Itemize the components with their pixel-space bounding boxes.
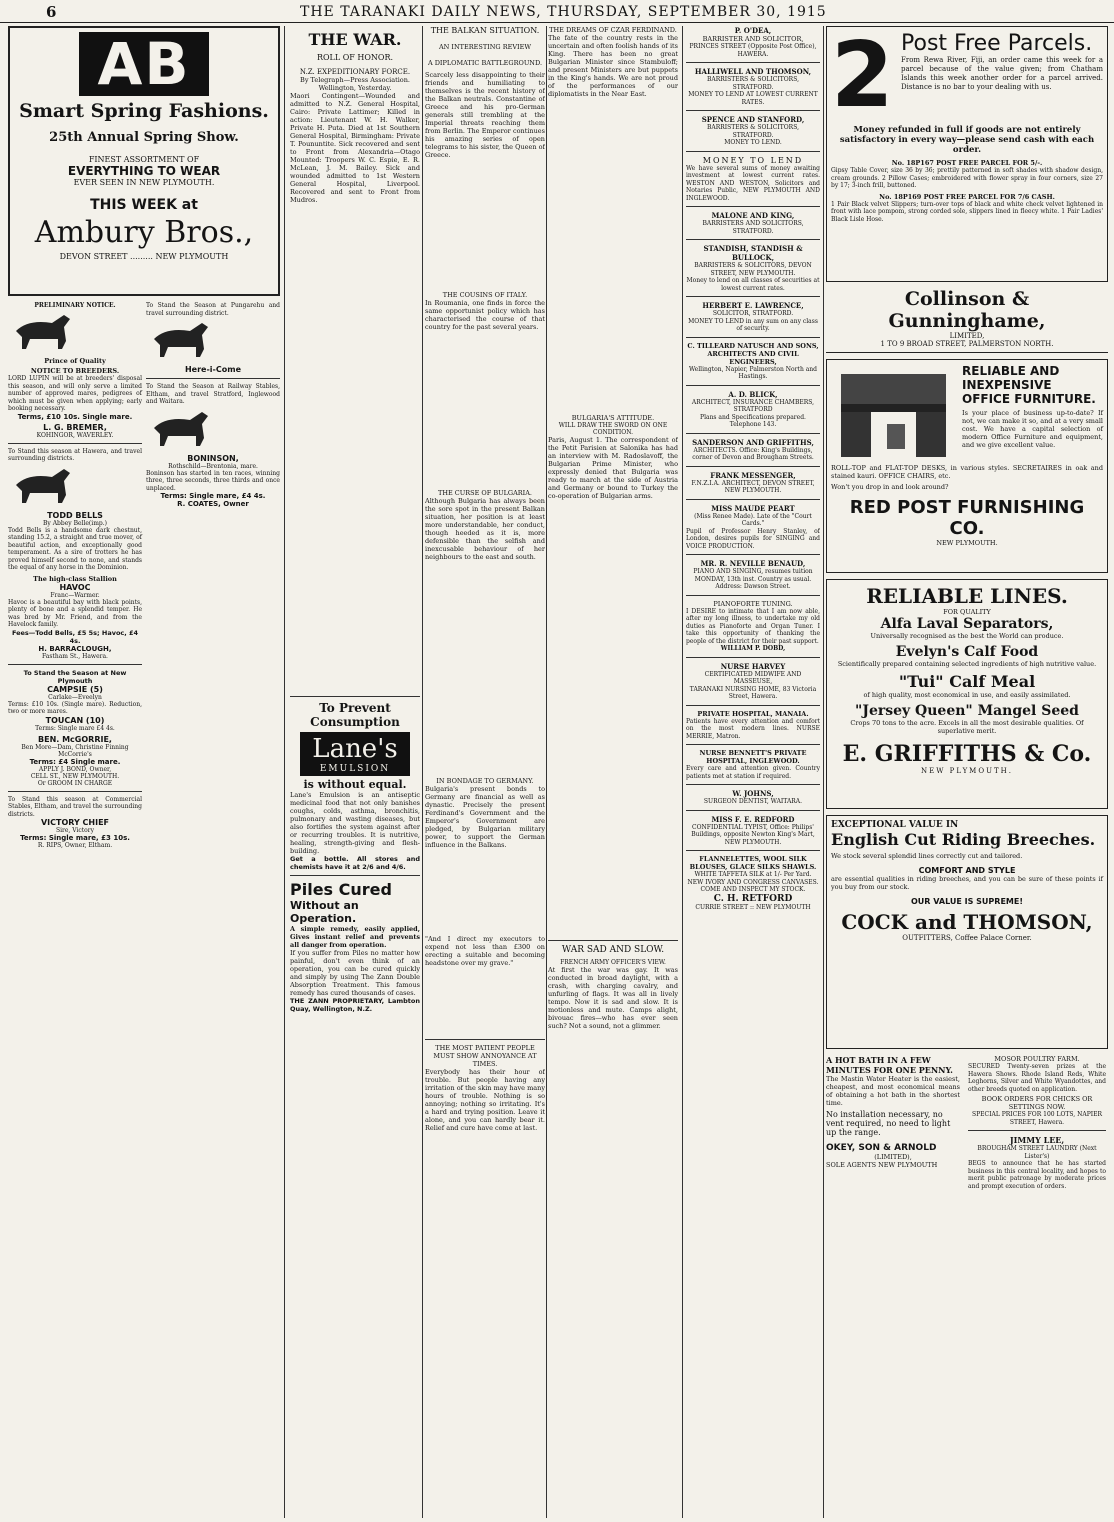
blick-name: A. D. BLICK, xyxy=(728,389,778,399)
herbert-name: HERBERT E. LAWRENCE, xyxy=(702,301,804,310)
parcel-2-body: 1 Pair Black velvet Slippers; turn-over tops of black and white check velvet lightened in front with lace pompom, strong corded sole, slippers lined in fleecy white. 1 Pair Ladies' Black Lisle Hose. xyxy=(831,200,1103,223)
poultry-ad xyxy=(968,1055,1106,1190)
bath-maker: OKEY, SON & ARNOLD xyxy=(826,1143,937,1153)
italy-title: THE COUSINS OF ITALY. xyxy=(442,291,528,299)
johns-name: W. JOHNS, xyxy=(732,789,774,798)
ab-line2: EVERYTHING TO WEAR xyxy=(67,164,221,178)
germany-body: Bulgaria's present bonds to Germany are financial as well as dynastic. Precisely the present Ferdinand's Government and the Emperor's Government are pledged, by Bulgarian military power, to support the German influence in the Balkans. xyxy=(425,785,545,849)
ab-show: 25th Annual Spring Show. xyxy=(49,130,239,145)
owner-2: R. COATES, Owner xyxy=(177,500,249,508)
collinson-address: 1 TO 9 BROAD STREET, PALMERSTON NORTH. xyxy=(880,340,1054,348)
page-number: 6 xyxy=(46,3,57,21)
poultry-title: MOSOR POULTRY FARM. xyxy=(994,1055,1080,1063)
season-1: To Stand the Season at Pungarehu and travel surrounding district. xyxy=(146,302,280,317)
owner-4: R. RIPS, Owner, Eltham. xyxy=(37,842,113,849)
breeches-body: We stock several splendid lines correctly cut and tailored. xyxy=(831,852,1023,860)
halliwell-role: BARRISTERS & SOLICITORS, STRATFORD. xyxy=(706,76,799,91)
benaud-address: Address: Dawson Street. xyxy=(715,583,791,590)
column-rule xyxy=(422,26,423,1518)
piano-title: PIANOFORTE TUNING. xyxy=(713,599,793,608)
lanes-slogan: is without equal. xyxy=(303,778,407,791)
war-sad-sub: FRENCH ARMY OFFICER'S VIEW. xyxy=(560,959,666,966)
toucan-name: TOUCAN (10) xyxy=(45,715,105,725)
column-rule xyxy=(823,26,824,1518)
column-3 xyxy=(425,26,545,1518)
bulgaria-sub: WILL DRAW THE SWORD ON ONE CONDITION. xyxy=(558,422,668,436)
ab-week: THIS WEEK at xyxy=(90,197,198,213)
red-post-place: NEW PLYMOUTH. xyxy=(936,539,998,547)
newspaper-title: THE TARANAKI DAILY NEWS, THURSDAY, SEPTEMBER 30, 1915 xyxy=(300,4,827,20)
bennett-name: NURSE BENNETT'S PRIVATE HOSPITAL, INGLEWOOD. xyxy=(699,749,807,765)
money-body: We have several sums of money awaiting investment at lowest current rates. WESTON AND WESTON, Solicitors and Notaries Public, NEW PLYMOUTH AND INGLEWOOD. xyxy=(686,164,820,202)
parcel-2: No. 18P169 POST FREE PARCEL FOR 7/6 CASH. xyxy=(879,192,1055,201)
campsie-sub: Carlake—Eveelyn xyxy=(48,693,102,701)
big-two: 2 xyxy=(831,26,894,128)
benaud-role: PIANO AND SINGING, resumes tuition MONDAY, 13th inst. Country as usual. xyxy=(693,568,813,583)
halliwell-lend: MONEY TO LEND AT LOWEST CURRENT RATES. xyxy=(688,91,818,106)
furniture-call: Won't you drop in and look around? xyxy=(831,483,949,491)
odea-name: P. O'DEA, xyxy=(734,26,772,35)
havoc-fees: Fees—Todd Bells, £5 5s; Havoc, £4 4s. xyxy=(11,628,139,645)
herbert-note: MONEY TO LEND in any sum on any class of security. xyxy=(688,317,818,332)
malone-role: BARRISTERS AND SOLICITORS, STRATFORD. xyxy=(702,220,804,235)
poultry-body: SECURED Twenty-seven prizes at the Hawera Shows. Rhode Island Reds, White Leghorns, Silver and White Wyandottes, and other breeds quoted on application. xyxy=(968,1063,1106,1093)
furniture-desks: ROLL-TOP and FLAT-TOP DESKS, in various styles. SECRETAIRES in oak and stained kauri. OFFICE CHAIRS, etc. xyxy=(831,464,1103,480)
havoc-body: Havoc is a beautiful bay with black points, plenty of bone and a splendid temper. He was bred by Mr. Friend, and from the Havelock family. xyxy=(8,598,142,628)
patient-body: Everybody has their hour of trouble. But people having any irritation of the skin may have many hours of trouble. Nothing is so annoying; nothing so irritating. It's a hard and trying position. Leave it alone, and you can hardly bear it. Relief and cure have come at last. xyxy=(425,1068,545,1132)
lanes-brand-2: EMULSION xyxy=(319,764,391,774)
boninson-body: Boninson has started in ten races, winning three, three seconds, three thirds and once unplaced. xyxy=(146,469,280,492)
evelyn-sub: Scientifically prepared containing selected ingredients of high nutritive value. xyxy=(837,660,1097,668)
peart-role: (Miss Renee Made). Late of the "Court Cards." xyxy=(694,512,812,527)
todd-title: TODD BELLS xyxy=(47,510,103,520)
manaia-hospital: PRIVATE HOSPITAL, MANAIA. xyxy=(697,709,809,718)
furniture-body: Is your place of business up-to-date? If not, we can make it so, and at a very small cost. We have a capital selection of modern Office Furniture and equipment, and we give excellent value. xyxy=(962,409,1103,449)
johns-role: SURGEON DENTIST, WAITARA. xyxy=(703,798,803,805)
piano-body: I DESIRE to intimate that I am now able, after my long illness, to undertake my old duties as Pianoforte and Organ Tuner. I take this opportunity of thanking the people of the district for their past support. xyxy=(686,607,820,645)
poultry-price: SPECIAL PRICES FOR 100 LOTS, NAPIER STREET, Hawera. xyxy=(972,1111,1102,1126)
roll-body: Maori Contingent—Wounded and admitted to N.Z. General Hospital, Cairo: Private Lattimer; Killed in action: Lieutenant W. H. Walker, Private H. Puta. Died at 1st Southern General Hospital, Birmingham: Private T. Poununtite. Sick recovered and sent to Front from Alexandria—Otago Mounted: Troopers W. C. Espie, E. R. McLean, J. M. Bailey. Sick and wounded admitted to 1st Western General Hospital, Liverpool. Recovered and sent to Front from Mudros. xyxy=(290,92,420,204)
parcels-body: From Rewa River, Fiji, an order came this week for a parcel because of the value given; from Chatham Islands this week another order for a parcel arrived. Distance is no bar to your dealing with us. xyxy=(901,56,1103,91)
terms-2: Terms: Single mare, £4 4s. xyxy=(160,492,266,500)
curse-body: Although Bulgaria has always been the sore spot in the present Balkan situation, her position is at least more understandable, her conduct, though heeded as it is, more defensible than the selfish and inexcusable behaviour of her neighbours to the east and south. xyxy=(425,497,545,561)
havoc-title: The high-class Stallion xyxy=(33,574,117,583)
messenger-role: F.N.Z.I.A. ARCHITECT, DEVON STREET, NEW PLYMOUTH. xyxy=(691,479,815,494)
furniture-title: RELIABLE AND INEXPENSIVE OFFICE FURNITURE. xyxy=(962,364,1096,406)
standish-name: STANDISH, STANDISH & BULLOCK, xyxy=(703,244,803,262)
column-1 xyxy=(8,26,280,1518)
boninson-sub: Rothschild—Brentonia, mare. xyxy=(168,462,258,470)
italy-body: In Roumania, one finds in force the same opportunist policy which has characterised the course of that country for the past several years. xyxy=(425,299,545,331)
havoc-sub: Franc—Warmer. xyxy=(50,591,100,599)
money-title: MONEY TO LEND xyxy=(702,155,804,165)
parcels-ad xyxy=(826,26,1108,282)
masthead xyxy=(0,0,1114,23)
harvey-role: CERTIFICATED MIDWIFE AND MASSEUSE, xyxy=(704,670,802,685)
griffiths-place: NEW PLYMOUTH. xyxy=(921,767,1013,775)
retford-address: CURRIE STREET :: NEW PLYMOUTH xyxy=(695,903,811,911)
horse-illustration xyxy=(8,463,78,507)
desk-illustration xyxy=(831,364,956,464)
campsie-terms: Terms: £10 10s. (Single mare). Reduction, two or more mares. xyxy=(8,700,142,715)
ambury-ad xyxy=(8,26,280,296)
campsie-intro: To Stand the Season at New Plymouth xyxy=(23,668,127,685)
lanes-title: To Prevent Consumption xyxy=(310,701,400,729)
bath-agents: SOLE AGENTS NEW PLYMOUTH xyxy=(826,1161,938,1169)
owner-1: L. G. BREMER, xyxy=(43,422,107,432)
curse-title: THE CURSE OF BULGARIA. xyxy=(437,489,532,497)
balkan-title: THE BALKAN SITUATION. xyxy=(430,26,540,35)
jersey-sub: Crops 70 tons to the acre. Excels in all the most desirable qualities. Of superlative merit. xyxy=(850,719,1084,735)
bulgaria-body: Paris, August 1. The correspondent of the Petit Parisien at Salonika has had an interview with M. Radoslavoff, the Bulgarian Prime Minister, who expressly denied that Bulgaria was ready to march at the side of Austria and Germany or bound to Turkey the co-operation of Bulgarian arms. xyxy=(548,436,678,500)
piano-name: WILLIAM P. DOBD, xyxy=(720,645,786,652)
benaud-name: MR. R. NEVILLE BENAUD, xyxy=(700,559,806,568)
war-title: THE WAR. xyxy=(308,30,402,49)
griffiths-ad xyxy=(826,579,1108,809)
spence-lend: MONEY TO LEND. xyxy=(724,139,782,146)
horse-illustration xyxy=(146,317,216,361)
collinson-limited: LIMITED, xyxy=(949,332,985,340)
messenger-name: FRANK MESSENGER, xyxy=(710,470,796,480)
parcel-1-body: Gipsy Table Cover, size 36 by 36; prettily patterned in soft shades with shadow design, cream grounds. 2 Pillow Cases; embroidered with flower spray in four corners, size 27 by 17; 3-inch frill, buttoned. xyxy=(831,167,1103,189)
blick-role: ARCHITECT, INSURANCE CHAMBERS, STRATFORD xyxy=(691,398,815,413)
comfort-title: COMFORT AND STYLE xyxy=(918,866,1016,875)
redford-role: CONFIDENTIAL TYPIST, Office: Philips' Buildings, opposite Newton King's Mart, NEW PLYMOUTH. xyxy=(691,823,815,846)
column-rule xyxy=(284,26,285,1518)
lanes-brand: Lane's xyxy=(312,734,398,764)
collinson-name: Collinson & Gunninghame, xyxy=(888,288,1046,332)
notice-title: PRELIMINARY NOTICE. xyxy=(34,302,116,309)
war-sad-body: At first the war was gay. It was conducted in broad daylight, with a crash, with charging cavalry, and unfurling of flags. It was all in lively tempo. Now it is sad and slow. It is motionless and mute. Camps alight, bivouac fires—who has ever seen such? Not a sound, not a glimmer. xyxy=(548,966,678,1030)
tilleard-name: C. TILLEARD NATUSCH AND SONS, ARCHITECTS AND CIVIL ENGINEERS, xyxy=(687,341,819,366)
headstone-text: "And I direct my executors to expend not less than £300 on erecting a suitable and becoming headstone over my grave." xyxy=(425,935,545,967)
stallion-ads-row xyxy=(8,302,280,849)
sanderson-name: SANDERSON AND GRIFFITHS, xyxy=(692,437,814,447)
piles-title: Piles Cured xyxy=(290,880,392,899)
ab-name: Ambury Bros., xyxy=(34,215,254,250)
horse-illustration xyxy=(8,309,78,353)
notice-breeders: NOTICE TO BREEDERS. xyxy=(30,367,120,375)
toucan-sub: Terms: Single mare £4 4s. xyxy=(35,724,115,732)
furniture-text xyxy=(962,364,1103,464)
nzef-heading: N.Z. EXPEDITIONARY FORCE. xyxy=(299,68,411,76)
owner-3: APPLY J. BOND, Owner, xyxy=(38,765,112,773)
column-6 xyxy=(826,26,1108,1518)
lanes-price: Get a bottle. All stores and chemists have it at 2/6 and 4/6. xyxy=(290,855,420,871)
ab-line3: EVER SEEN IN NEW PLYMOUTH. xyxy=(73,178,215,187)
poultry-orders: BOOK ORDERS FOR CHICKS OR SETTINGS NOW. xyxy=(981,1095,1093,1111)
sanderson-role: ARCHITECTS. Office: King's Buildings, corner of Devon and Brougham Streets. xyxy=(692,446,814,461)
column-rule xyxy=(682,26,683,1518)
bath-note: No installation necessary, no vent required, no need to light up the range. xyxy=(826,1110,951,1137)
balkan-body: Scarcely less disappointing to their friends and humiliating to themselves is the recent history of the Balkan neutrals. Constantine of Greece and his pro-German generals still trembling at the Imperial threats reaching them from Berlin. The Emperor continues his amazing series of open telegrams to his sister, the Queen of Greece. xyxy=(425,71,545,159)
tui-title: "Tui" Calf Meal xyxy=(898,672,1036,691)
todd-sub: By Abbey Belle(imp.) xyxy=(43,519,107,527)
ab-address: DEVON STREET ......... NEW PLYMOUTH xyxy=(59,252,229,261)
comfort-body: are essential qualities in riding breeches, and you can be sure of these points if you buy from our stock. xyxy=(831,875,1103,891)
spence-name: SPENCE AND STANFORD, xyxy=(701,115,805,124)
redford-name: MISS F. E. REDFORD xyxy=(711,814,795,824)
harvey-address: TARANAKI NURSING HOME, 83 Victoria Street, Hawera. xyxy=(689,685,817,700)
mcgorrie-sub: Ben More—Dam, Christine Finning McCorrie's xyxy=(21,743,129,758)
column-4 xyxy=(548,26,678,1518)
bath-body: The Mastin Water Heater is the easiest, cheapest, and most economical means of obtaining a hot bath in the shortest time. xyxy=(826,1075,960,1107)
balkan-sub-2: A DIPLOMATIC BATTLEGROUND. xyxy=(427,59,543,67)
red-post-name: RED POST FURNISHING CO. xyxy=(849,497,1085,539)
bennett-body: Every care and attention given. Country patients met at station if required. xyxy=(686,765,820,780)
horse-illustration xyxy=(146,406,216,450)
todd-body: Todd Bells is a handsome dark chestnut, standing 15.2, a straight and true mover, of beautiful action, and exceptionally good temperament. As a sire of trotters he has proved himself second to none, and stands the equal of any horse in the Dominion. xyxy=(8,526,142,571)
piles-sub: Without an Operation. xyxy=(290,899,359,925)
lanes-body: Lane's Emulsion is an antiseptic medicinal food that not only banishes coughs, colds, asthma, bronchitis, pulmonary and wasting diseases, but also fortifies the system against after or recurring troubles. It is nutritive, healing, strength-giving and flesh-building. xyxy=(290,791,420,855)
cock-name: COCK and THOMSON, xyxy=(841,910,1093,934)
todd-intro: To Stand this season at Hawera, and travel surrounding districts. xyxy=(8,447,142,462)
war-dateline: By Telegraph—Press Association. Wellington, Yesterday. xyxy=(300,76,410,92)
tui-sub: of high quality, most economical in use, and easily assimilated. xyxy=(863,691,1071,699)
owner-1-place: KOHINGOR, WAVERLEY. xyxy=(36,431,114,439)
tilleard-place: Wellington, Napier, Palmerston North and Hastings. xyxy=(689,365,817,380)
stallion-column-left xyxy=(8,302,142,849)
banner-title: To Stand the Season at Railway Stables, Eltham, and travel Stratford, Inglewood and Waitara. xyxy=(146,383,280,405)
blick-note: Plans and Specifications prepared. Telephone 143. xyxy=(700,413,806,428)
alfa-sub: Universally recognised as the best the World can produce. xyxy=(870,632,1064,640)
parcels-title: Post Free Parcels. xyxy=(901,31,1093,56)
harvey-name: NURSE HARVEY xyxy=(720,661,786,671)
laundry-name: JIMMY LEE, xyxy=(1009,1135,1065,1145)
standish-role: BARRISTERS & SOLICITORS, DEVON STREET, NEW PLYMOUTH. xyxy=(694,262,812,277)
laundry-body: BEGS to announce that he has started business in this central locality, and hopes to merit public patronage by moderate prices and prompt execution of orders. xyxy=(968,1160,1106,1190)
parcels-refund: Money refunded in full if goods are not entirely satisfactory in every way—please send cash with each order. xyxy=(839,125,1095,155)
terms-3: Terms: £4 Single mare. xyxy=(29,757,121,766)
czar-body: The fate of the country rests in the uncertain and often foolish hands of its King. There has been no great Bulgarian Minister since Stambuloff; and present Ministers are but puppets in the King's hands. We are not proud of the performances of our diplomatists in the Near East. xyxy=(548,34,678,98)
parcel-1: No. 18P167 POST FREE PARCEL FOR 5/-. xyxy=(891,159,1043,167)
flannel-title: FLANNELETTES, WOOL SILK BLOUSES, GLACE SILKS SHAWLS. xyxy=(689,855,817,871)
furniture-row xyxy=(831,364,1103,464)
ab-line1: FINEST ASSORTMENT OF xyxy=(88,155,200,164)
laundry-role: BROUGHAM STREET LAUNDRY (Next Lister's) xyxy=(977,1145,1097,1160)
victory-terms: Terms: Single mare, £3 10s. xyxy=(20,834,130,842)
column-5 xyxy=(686,26,820,1518)
breeches-ad xyxy=(826,815,1108,1049)
war-sad-title: WAR SAD AND SLOW. xyxy=(561,945,665,955)
havoc-owner-place: Fastham St., Hawera. xyxy=(42,652,108,660)
bottom-ads-row xyxy=(826,1055,1108,1190)
mcgorrie-name: BEN. McGORRIE, xyxy=(38,734,112,744)
bath-title: A HOT BATH IN A FEW MINUTES FOR ONE PENNY. xyxy=(826,1055,953,1075)
campsie-name: CAMPSIE (5) xyxy=(47,684,103,694)
ab-logo: AB xyxy=(79,32,209,96)
havoc-name: HAVOC xyxy=(59,582,91,592)
malone-name: MALONE AND KING, xyxy=(711,211,795,220)
furniture-ad xyxy=(826,359,1108,573)
havoc-owner: H. BARRACLOUGH, xyxy=(38,644,112,653)
germany-title: IN BONDAGE TO GERMANY. xyxy=(436,777,534,785)
manaia-body: Patients have every attention and comfort on the most modern lines. NURSE MERRIE, Matron. xyxy=(686,717,820,740)
jersey-title: "Jersey Queen" Mangel Seed xyxy=(855,703,1079,719)
odea-role: BARRISTER AND SOLICITOR, xyxy=(702,35,804,43)
column-2 xyxy=(290,26,420,1518)
griffiths-name: E. GRIFFITHS & Co. xyxy=(842,741,1092,767)
spence-role: BARRISTERS & SOLICITORS, STRATFORD. xyxy=(706,124,799,139)
war-sub: ROLL OF HONOR. xyxy=(316,53,394,62)
victory-name: VICTORY CHIEF xyxy=(40,818,110,827)
value-supreme: OUR VALUE IS SUPREME! xyxy=(911,897,1023,906)
standish-note: Money to lend on all classes of securities at lowest current rates. xyxy=(686,277,820,292)
bulgaria-title: BULGARIA'S ATTITUDE. xyxy=(571,414,655,422)
piles-body: If you suffer from Piles no matter how painful, don't even think of an operation, you can be cured quickly and simply by using The Zann Double Absorption Treatment. This famous remedy has cured thousands of cases. xyxy=(290,949,420,997)
owner-3-place: CELL ST., NEW PLYMOUTH. xyxy=(30,772,120,780)
retford-name: C. H. RETFORD xyxy=(713,893,793,904)
notice-body: LORD LUPIN will be at breeders' disposal this season, and will only serve a limited number of approved mares, pedigrees of which must be given when applying; early booking necessary. xyxy=(8,375,142,412)
evelyn-title: Evelyn's Calf Food xyxy=(895,644,1039,660)
herbert-role: SOLICITOR, STRATFORD. xyxy=(712,310,794,317)
reliable-title: RELIABLE LINES. xyxy=(866,584,1068,608)
odea-place: PRINCES STREET (Opposite Post Office), HAWERA. xyxy=(689,43,817,58)
herei-title: Here-i-Come xyxy=(184,365,241,374)
column-rule xyxy=(546,26,547,1518)
flannel-body: WHITE TAFFETA SILK at 1/- Per Yard. NEW IVORY AND CONGRESS CANVASES. COME AND INSPECT MY STOCK. xyxy=(687,871,819,893)
cock-sub: OUTFITTERS, Coffee Palace Corner. xyxy=(902,934,1032,942)
halliwell-name: HALLIWELL AND THOMSON, xyxy=(694,67,812,76)
boninson-title: BONINSON, xyxy=(187,453,239,463)
stallion-column-right xyxy=(146,302,280,849)
piles-tag: A simple remedy, easily applied, Gives instant relief and prevents all danger from operation. xyxy=(290,925,420,949)
piles-prop: THE ZANN PROPRIETARY, Lambton Quay, Wellington, N.Z. xyxy=(290,997,420,1013)
exceptional-value: EXCEPTIONAL VALUE IN xyxy=(831,820,959,830)
victory-sub: Sire, Victory xyxy=(55,827,95,834)
patient-title: THE MOST PATIENT PEOPLE MUST SHOW ANNOYANCE AT TIMES. xyxy=(433,1044,537,1068)
peart-name: MISS MAUDE PEART xyxy=(711,503,795,513)
ab-heading: Smart Spring Fashions. xyxy=(19,100,269,122)
prince-title: Prince of Quality xyxy=(44,357,106,365)
alfa-title: Alfa Laval Separators, xyxy=(880,616,1054,632)
peart-note: Pupil of Professor Henry Stanley, of London, desires pupils for SINGING and VOICE PRODUCTION. xyxy=(686,527,820,550)
for-quality: FOR QUALITY xyxy=(943,608,991,616)
czar-title: THE DREAMS OF CZAR FERDINAND. xyxy=(549,26,677,34)
breeches-title: English Cut Riding Breeches. xyxy=(831,830,1096,849)
bath-limited: (LIMITED), xyxy=(874,1153,912,1161)
bath-ad xyxy=(826,1055,960,1190)
balkan-sub: AN INTERESTING REVIEW xyxy=(438,43,532,51)
collinson-ad xyxy=(826,288,1108,353)
terms-1: Terms, £10 10s. Single mare. xyxy=(17,412,133,421)
victory-intro: To Stand this season at Commercial Stables, Eltham, and travel the surrounding districts. xyxy=(8,795,142,818)
lanes-logo xyxy=(300,732,410,776)
groom: Or GROOM IN CHARGE xyxy=(37,779,113,787)
